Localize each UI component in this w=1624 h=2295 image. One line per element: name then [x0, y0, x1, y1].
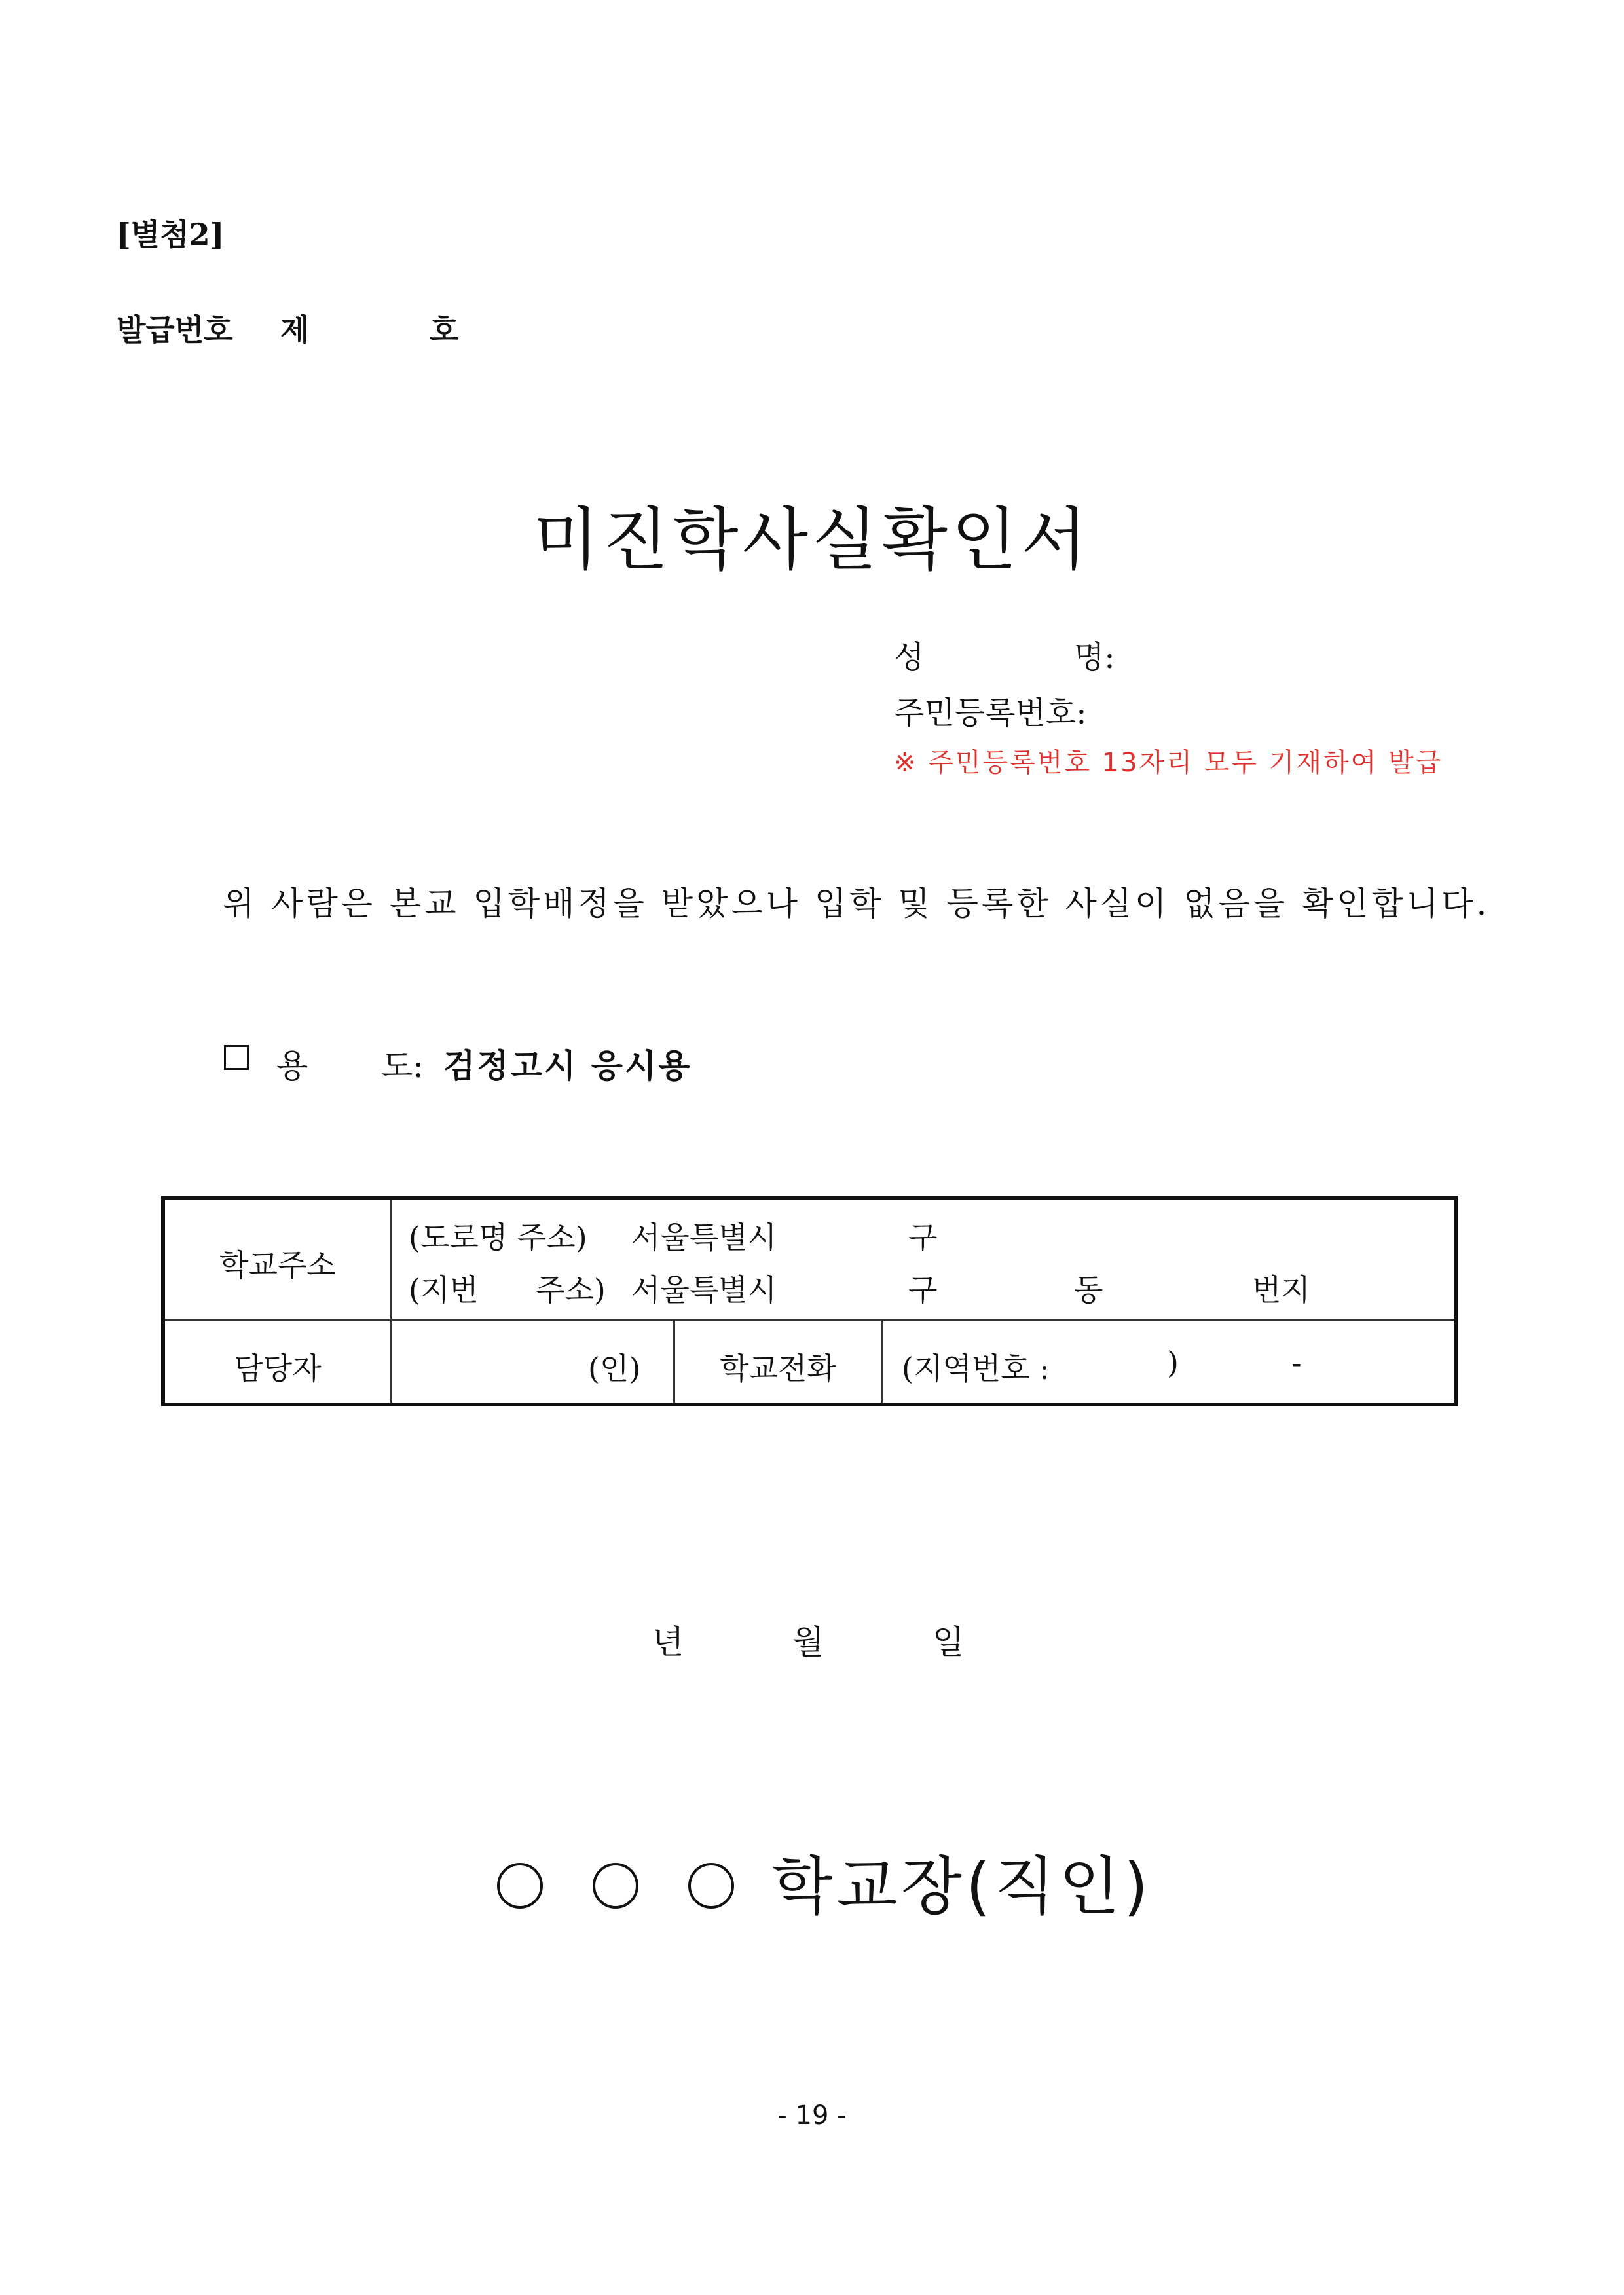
road-address-district: 구	[908, 1220, 938, 1255]
lot-address-district: 구	[908, 1272, 938, 1308]
lot-address-type-open: (지번	[409, 1272, 479, 1308]
blank-circle-icon	[688, 1863, 734, 1909]
seal-mark: (인)	[588, 1351, 641, 1386]
table-divider	[165, 1319, 1454, 1321]
date-day-label: 일	[932, 1623, 965, 1661]
principal-label: 학교장(직인)	[771, 1850, 1153, 1923]
lot-address-lot: 번지	[1252, 1272, 1310, 1308]
school-phone-header: 학교전화	[720, 1351, 836, 1386]
name-label-second: 명:	[1074, 639, 1115, 676]
blank-circle-icon	[593, 1863, 638, 1909]
purpose-label-first: 용	[276, 1047, 308, 1085]
purpose-value: 검정고시 응시용	[443, 1046, 692, 1085]
phone-area-code-close: )	[1167, 1345, 1179, 1380]
document-title: 미진학사실확인서	[533, 500, 1091, 579]
attachment-label: [별첨2]	[117, 217, 225, 252]
confirmation-statement: 위 사람은 본교 입학배정을 받았으나 입학 및 등록한 사실이 없음을 확인합니다.	[223, 885, 1490, 923]
blank-circle-icon	[497, 1863, 543, 1909]
lot-address-dong: 동	[1074, 1272, 1103, 1308]
contact-person-header: 담당자	[234, 1351, 322, 1386]
issue-number-prefix: 제	[280, 312, 310, 348]
purpose-label-second: 도:	[381, 1047, 424, 1085]
table-divider	[881, 1319, 883, 1403]
issue-number-label: 발급번호	[117, 312, 233, 348]
school-info-table	[161, 1196, 1458, 1406]
table-divider	[390, 1200, 392, 1403]
road-address-type: (도로명 주소)	[409, 1220, 587, 1255]
date-year-label: 년	[652, 1623, 684, 1661]
school-address-header: 학교주소	[219, 1247, 336, 1283]
issue-number-suffix: 호	[430, 312, 459, 348]
principal-seal-line	[0, 1837, 1624, 1926]
date-month-label: 월	[792, 1623, 824, 1661]
purpose-checkbox[interactable]	[224, 1045, 249, 1070]
road-address-city: 서울특별시	[631, 1220, 777, 1255]
page-number: - 19 -	[777, 2101, 847, 2131]
resident-number-label: 주민등록번호:	[894, 695, 1087, 731]
name-label-first: 성	[894, 639, 925, 676]
lot-address-city: 서울특별시	[631, 1272, 777, 1308]
lot-address-type-close: 주소)	[536, 1272, 606, 1308]
phone-area-code-label: (지역번호 :	[902, 1351, 1050, 1386]
resident-number-note: ※ 주민등록번호 13자리 모두 기재하여 발급	[894, 748, 1443, 778]
phone-number-dash: -	[1291, 1345, 1302, 1380]
